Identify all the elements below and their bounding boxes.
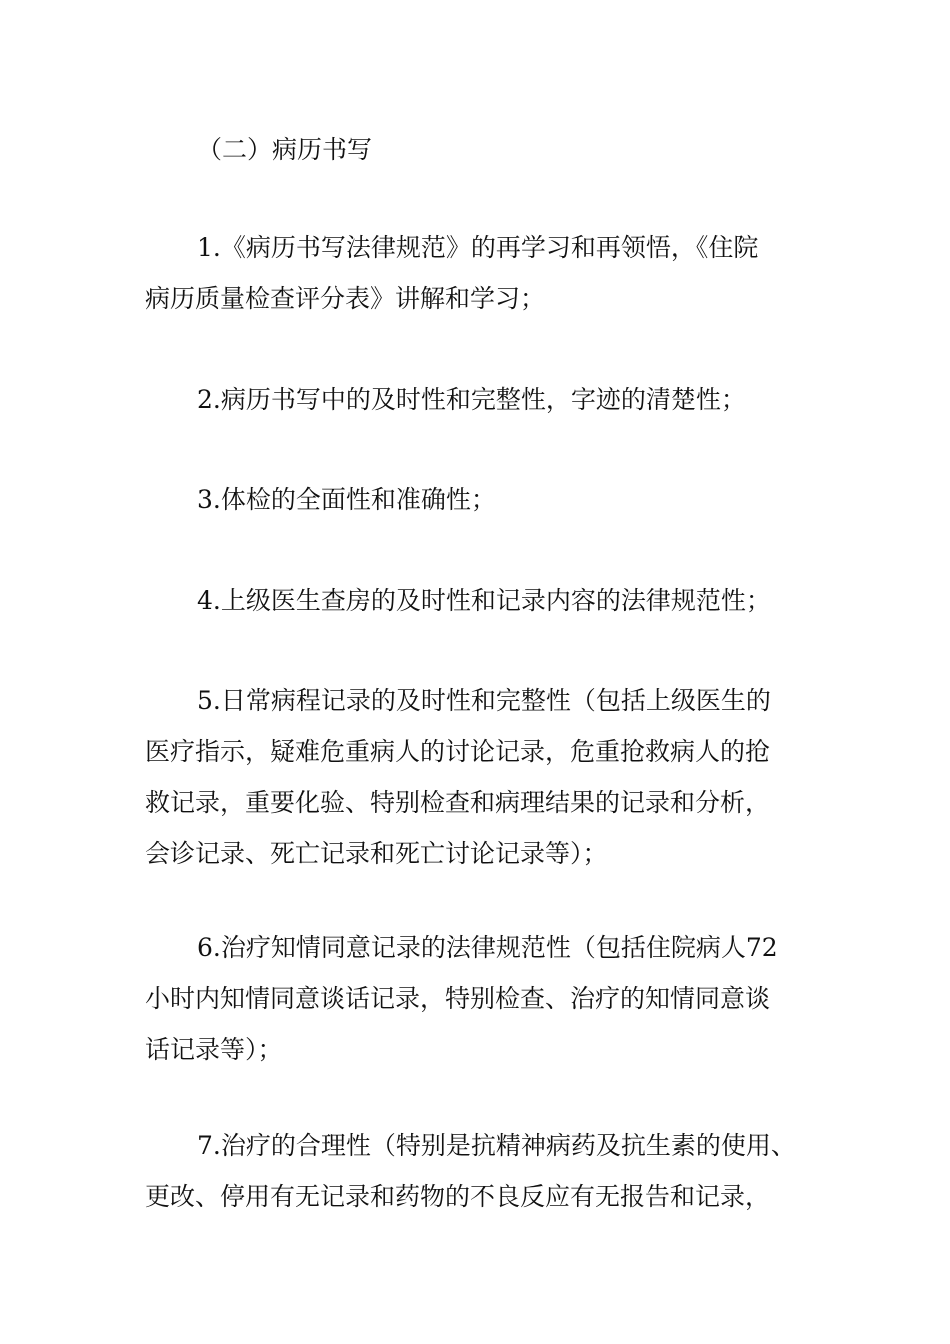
list-item-line: 更改、停用有无记录和药物的不良反应有无报告和记录，: [145, 1182, 771, 1211]
list-item-line: 3.体检的全面性和准确性；: [197, 485, 496, 514]
list-item-line: 医疗指示，疑难危重病人的讨论记录，危重抢救病人的抢: [145, 737, 771, 766]
list-item-line: 话记录等）；: [145, 1035, 283, 1064]
list-item-2: [145, 374, 825, 425]
list-item-6: [145, 922, 825, 1075]
list-item-line: 救记录，重要化验、特别检查和病理结果的记录和分析，: [145, 788, 771, 817]
list-item-line: 5.日常病程记录的及时性和完整性（包括上级医生的: [197, 686, 771, 715]
list-item-line: 小时内知情同意谈话记录，特别检查、治疗的知情同意谈: [145, 984, 771, 1013]
list-item-1: [145, 222, 825, 324]
list-item-line: 会诊记录、死亡记录和死亡讨论记录等）；: [145, 839, 608, 868]
list-item-line: 1.《病历书写法律规范》的再学习和再领悟，《住院: [197, 233, 759, 262]
list-item-line: 4.上级医生查房的及时性和记录内容的法律规范性；: [197, 586, 771, 615]
list-item-line: 2.病历书写中的及时性和完整性，字迹的清楚性；: [197, 385, 746, 414]
list-item-line: 7.治疗的合理性（特别是抗精神病药及抗生素的使用、: [197, 1131, 796, 1160]
list-item-3: [145, 474, 825, 525]
list-item-line: 病历质量检查评分表》讲解和学习；: [145, 284, 546, 313]
list-item-4: [145, 575, 825, 626]
section-heading: （二）病历书写: [197, 135, 373, 164]
list-item-line: 6.治疗知情同意记录的法律规范性（包括住院病人72: [197, 933, 778, 962]
list-item-5: [145, 675, 825, 879]
list-item-7: [145, 1120, 825, 1222]
